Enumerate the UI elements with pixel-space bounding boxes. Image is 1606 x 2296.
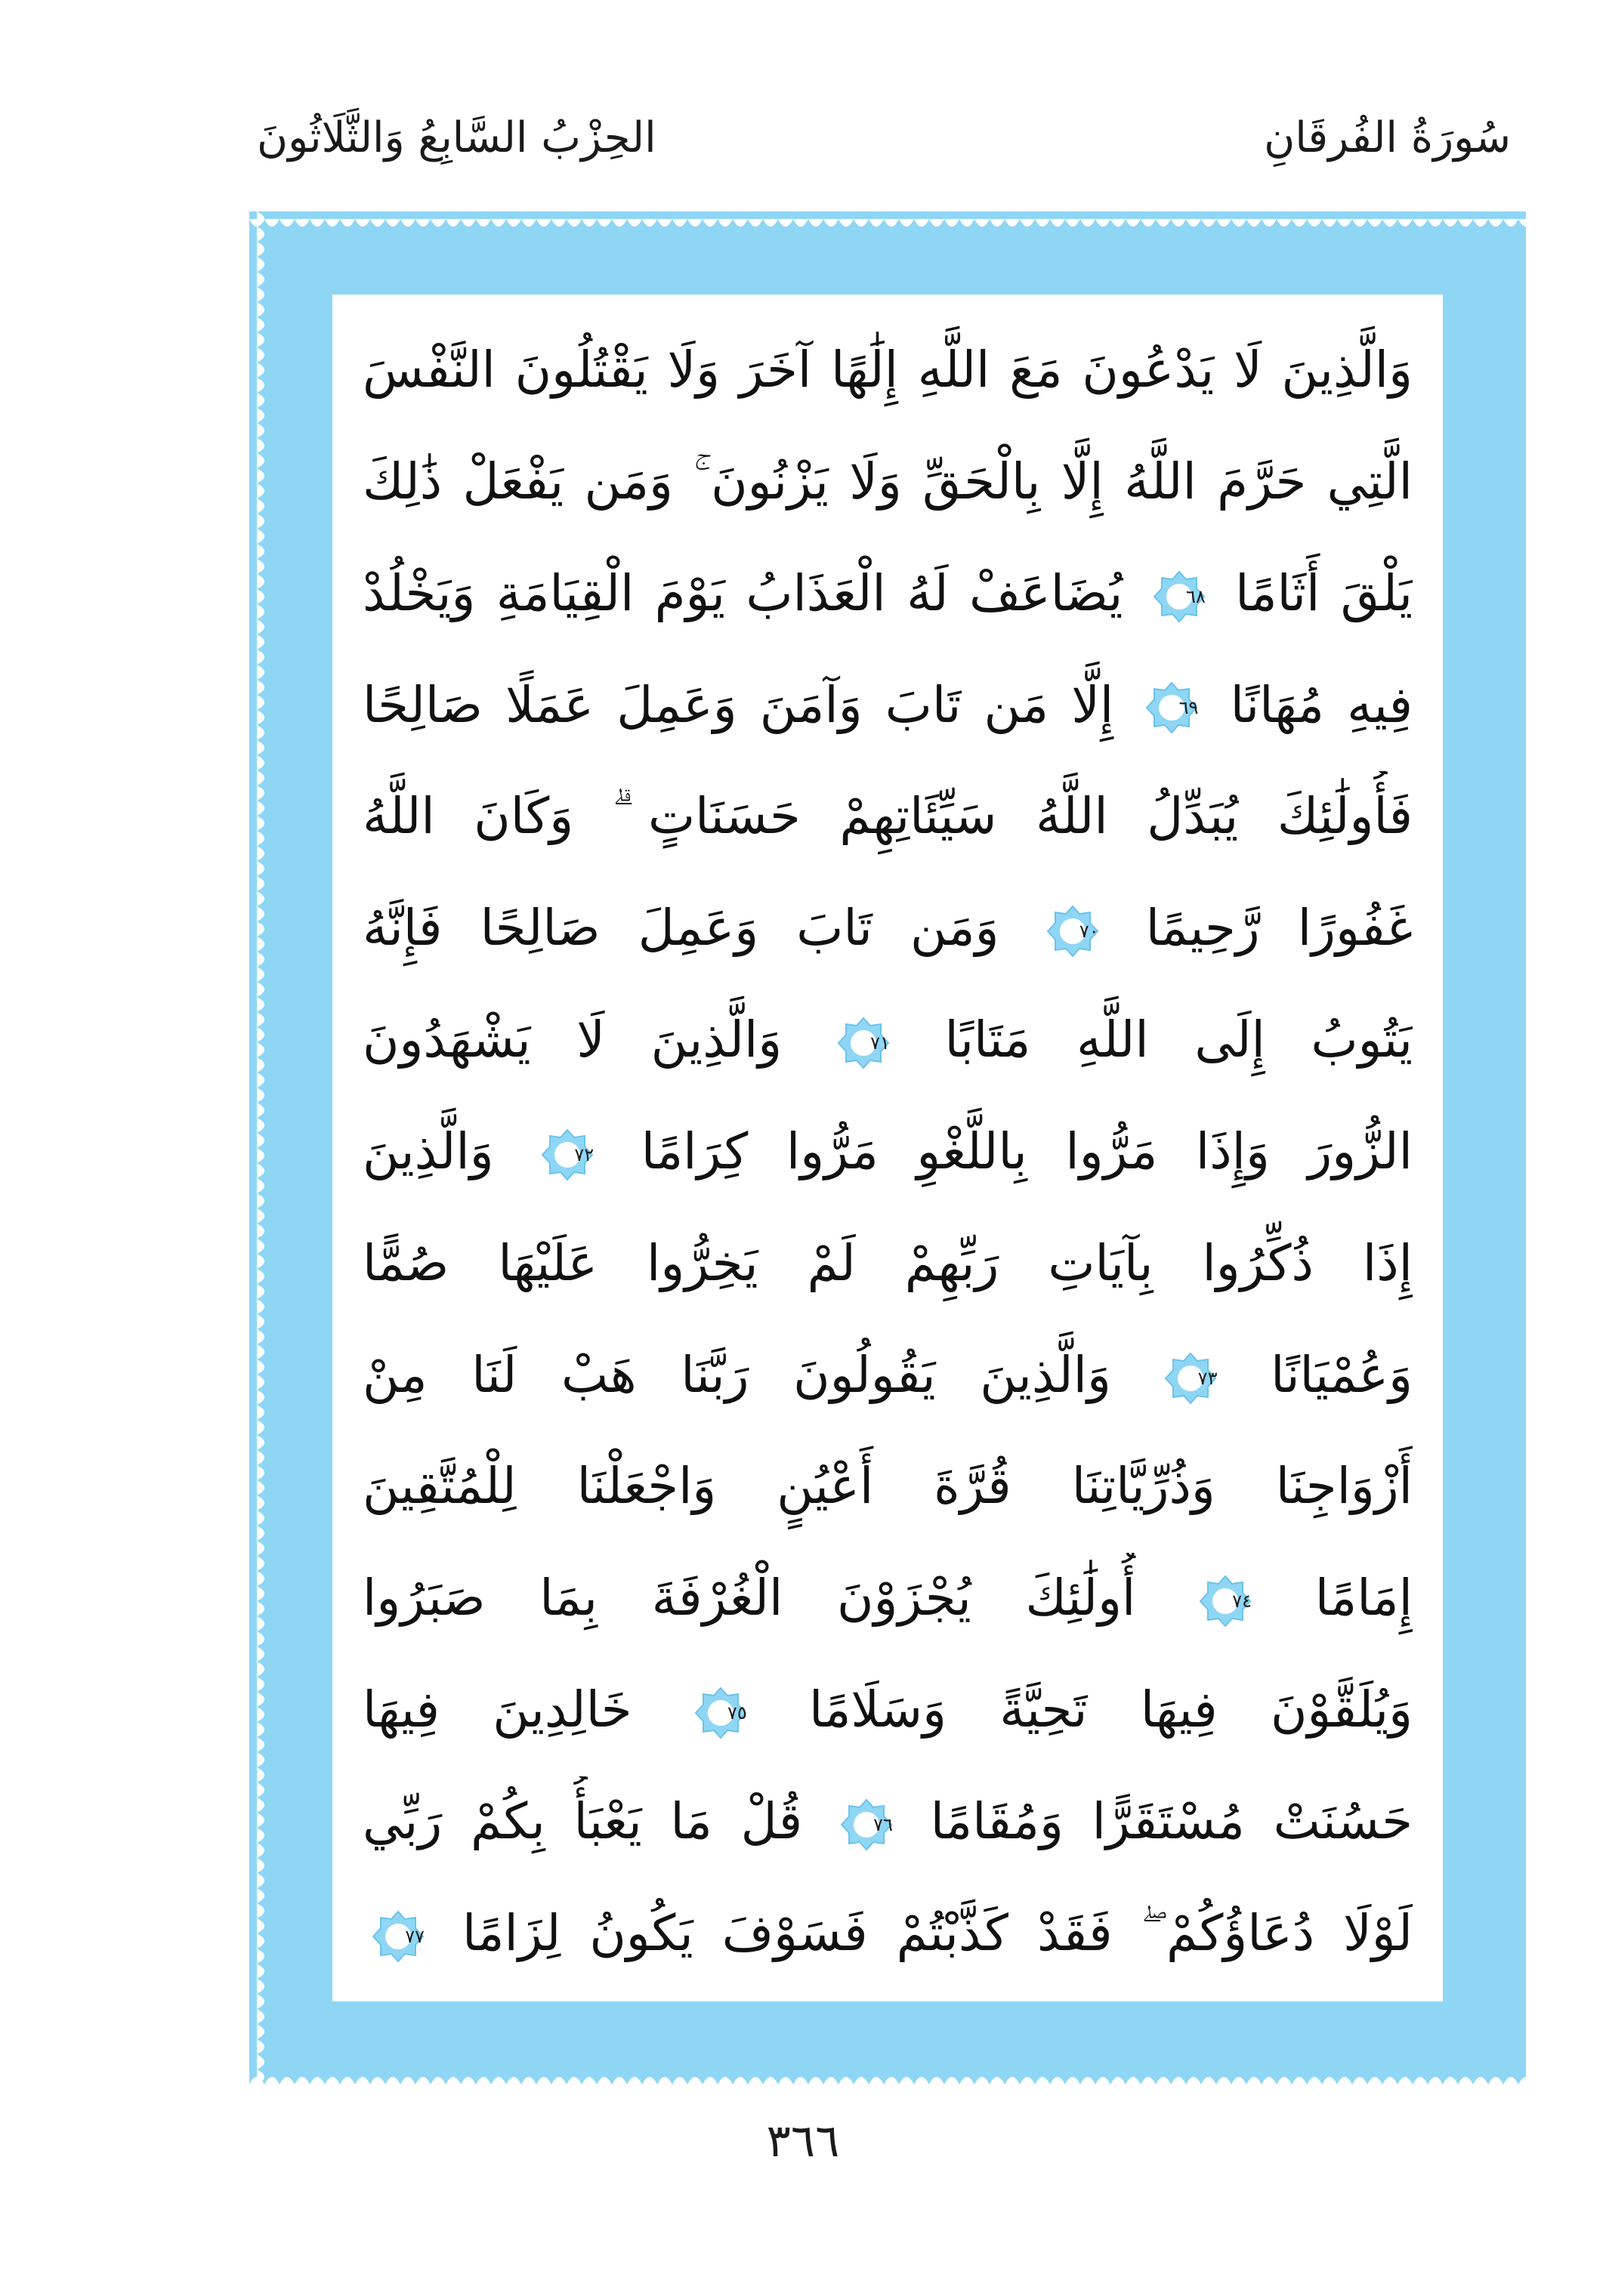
ayah-number: ٧٧ <box>405 1925 425 1947</box>
verse-text: يَتُوبُ إِلَى اللَّهِ مَتَابًا <box>944 1011 1413 1069</box>
verse-text: أُولَٰئِكَ يُجْزَوْنَ الْغُرْفَةَ بِمَا صَبَرُوا <box>363 1569 1136 1628</box>
verse-text: إِمَامًا <box>1314 1569 1413 1628</box>
text-line <box>363 1441 1413 1532</box>
text-line <box>363 1776 1413 1867</box>
text-line <box>363 1888 1413 1979</box>
verse-text: الَّتِي حَرَّمَ اللَّهُ إِلَّا بِالْحَقِّ وَلَا يَزْنُونَ ۚ وَمَن يَفْعَلْ ذَٰلِكَ <box>363 452 1413 511</box>
ayah-marker-icon <box>1046 905 1099 958</box>
ayah-number: ٧٠ <box>1079 921 1099 943</box>
decorative-frame <box>249 211 1526 2085</box>
verse-text: فَأُولَٰئِكَ يُبَدِّلُ اللَّهُ سَيِّئَاتِهِمْ حَسَنَاتٍ ۗ وَكَانَ اللَّهُ <box>363 787 1413 846</box>
verse-text: وَالَّذِينَ <box>363 1122 494 1180</box>
verse-text: يَلْقَ أَثَامًا <box>1235 563 1413 622</box>
text-panel <box>332 295 1443 2001</box>
ayah-number: ٦٨ <box>1185 585 1206 607</box>
verse-text: وَالَّذِينَ لَا يَدْعُونَ مَعَ اللَّهِ إِلَٰهًا آخَرَ وَلَا يَقْتُلُونَ النَّفْسَ <box>363 341 1413 399</box>
text-line <box>363 1218 1413 1309</box>
verse-text: فِيهِ مُهَانًا <box>1230 675 1413 734</box>
verse-text: قُلْ مَا يَعْبَأُ بِكُمْ رَبِّي <box>363 1791 803 1850</box>
text-line <box>363 1106 1413 1197</box>
text-line <box>363 1330 1413 1421</box>
ayah-number: ٦٩ <box>1178 697 1199 719</box>
text-line <box>363 548 1413 639</box>
verse-text: وَالَّذِينَ يَقُولُونَ رَبَّنَا هَبْ لَنَا مِنْ <box>363 1345 1111 1404</box>
ayah-number: ٧٤ <box>1232 1591 1252 1612</box>
ayah-number: ٧٥ <box>727 1702 747 1724</box>
verse-text: وَالَّذِينَ لَا يَشْهَدُونَ <box>363 1011 783 1069</box>
verse-text: وَعُمْيَانًا <box>1271 1345 1413 1404</box>
ayah-marker-icon <box>840 1798 893 1851</box>
text-line <box>363 883 1413 974</box>
ayah-marker-icon <box>694 1687 747 1739</box>
ayah-number: ٧٢ <box>574 1143 595 1165</box>
text-line <box>363 1665 1413 1755</box>
verse-text: أَزْوَاجِنَا وَذُرِّيَّاتِنَا قُرَّةَ أَعْيُنٍ وَاجْعَلْنَا لِلْمُتَّقِينَ <box>363 1457 1413 1516</box>
quran-text <box>363 325 1413 1979</box>
ayah-number: ٧٦ <box>873 1813 893 1835</box>
verse-text: يُضَاعَفْ لَهُ الْعَذَابُ يَوْمَ الْقِيَامَةِ وَيَخْلُدْ <box>363 563 1123 622</box>
ayah-marker-icon <box>1164 1352 1217 1405</box>
verse-text: إِذَا ذُكِّرُوا بِآيَاتِ رَبِّهِمْ لَمْ يَخِرُّوا عَلَيْهَا صُمًّا <box>363 1233 1413 1292</box>
text-line <box>363 325 1413 415</box>
verse-text: لَوْلَا دُعَاؤُكُمْ ۖ فَقَدْ كَذَّبْتُمْ فَسَوْفَ يَكُونُ لِزَامًا <box>462 1903 1413 1962</box>
ayah-marker-icon <box>541 1128 594 1181</box>
ayah-marker-icon <box>837 1017 890 1069</box>
ayah-number: ٧١ <box>870 1032 890 1054</box>
ayah-number: ٧٣ <box>1197 1367 1218 1389</box>
hizb-name: الحِزْبُ السَّابِعُ وَالثَّلَاثُونَ <box>257 113 656 162</box>
ayah-marker-icon <box>1145 681 1198 734</box>
ayah-marker-icon <box>372 1910 425 1963</box>
surah-name: سُورَةُ الفُرقَانِ <box>1264 113 1511 162</box>
verse-text: خَالِدِينَ فِيهَا <box>363 1680 632 1739</box>
verse-text: وَمَن تَابَ وَعَمِلَ صَالِحًا فَإِنَّهُ <box>363 899 999 958</box>
verse-text: وَيُلَقَّوْنَ فِيهَا تَحِيَّةً وَسَلَامًا <box>808 1680 1413 1739</box>
verse-text: إِلَّا مَن تَابَ وَآمَنَ وَعَمِلَ عَمَلًا صَالِحًا <box>363 675 1114 734</box>
text-line <box>363 437 1413 527</box>
text-line <box>363 1553 1413 1643</box>
ayah-marker-icon <box>1199 1575 1252 1628</box>
text-line <box>363 995 1413 1085</box>
text-line <box>363 660 1413 751</box>
text-line <box>363 771 1413 862</box>
verse-text: غَفُورًا رَّحِيمًا <box>1145 899 1413 958</box>
ayah-marker-icon <box>1153 570 1206 623</box>
page-number: ٣٦٦ <box>766 2115 840 2168</box>
page-header <box>257 113 1511 181</box>
verse-text: حَسُنَتْ مُسْتَقَرًّا وَمُقَامًا <box>930 1791 1413 1850</box>
verse-text: الزُّورَ وَإِذَا مَرُّوا بِاللَّغْوِ مَرُّوا كِرَامًا <box>641 1122 1413 1180</box>
